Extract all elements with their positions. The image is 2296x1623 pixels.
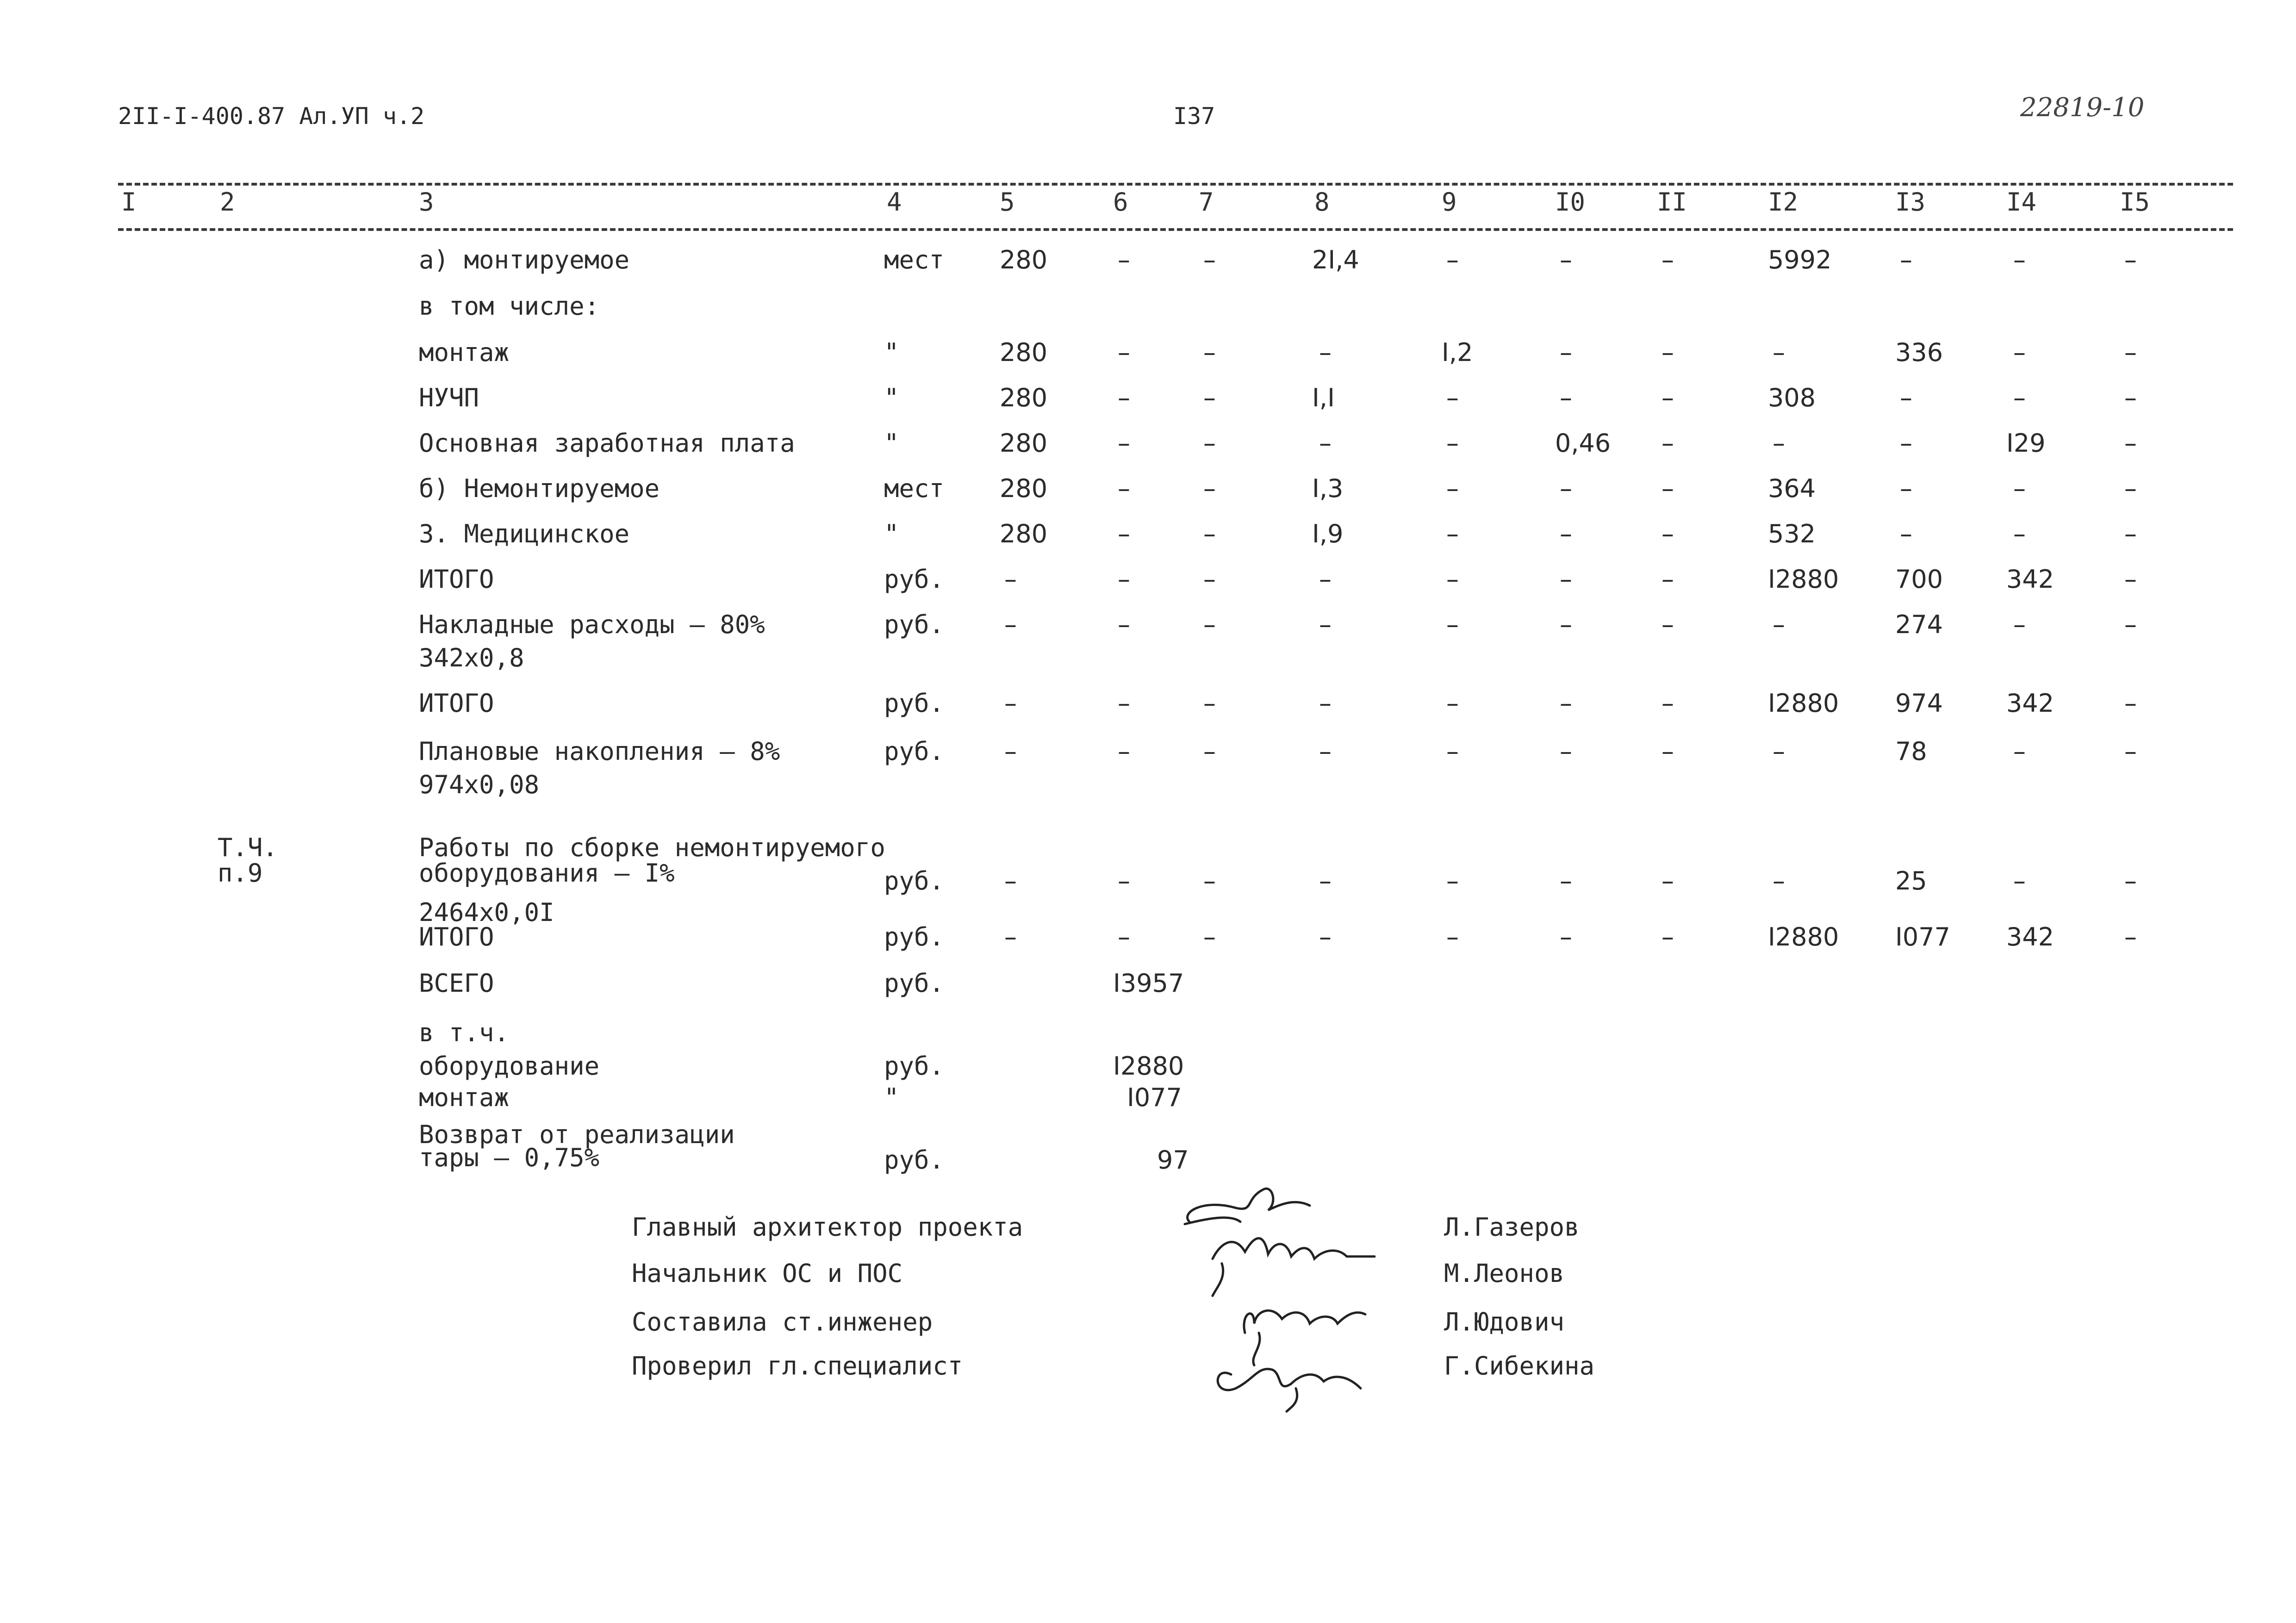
- cell-value: 532: [1768, 519, 1816, 548]
- col-num-10: I0: [1555, 187, 1586, 217]
- summary-unit: ": [884, 1083, 899, 1112]
- empty-dash: –: [2013, 610, 2026, 639]
- empty-dash: –: [1900, 383, 1912, 412]
- signatory-name: Л.Газеров: [1444, 1213, 1580, 1242]
- empty-dash: –: [1203, 922, 1216, 951]
- cell-value: I,2: [1442, 338, 1473, 367]
- signature-sibekina: [1218, 1369, 1361, 1390]
- empty-dash: –: [1661, 474, 1674, 503]
- empty-dash: –: [1004, 922, 1017, 951]
- empty-dash: –: [1661, 737, 1674, 766]
- empty-dash: –: [1203, 429, 1216, 458]
- cell-value: 280: [1000, 383, 1048, 412]
- col-num-7: 7: [1199, 187, 1214, 217]
- cell-value: ": [884, 383, 899, 412]
- empty-dash: –: [1319, 338, 1332, 367]
- empty-dash: –: [1560, 610, 1572, 639]
- empty-dash: –: [1446, 245, 1459, 274]
- empty-dash: –: [2124, 610, 2137, 639]
- row-description: 342х0,8: [419, 643, 524, 672]
- cell-value: 280: [1000, 245, 1048, 274]
- empty-dash: –: [1900, 519, 1912, 548]
- cell-value: 2I,4: [1312, 245, 1359, 274]
- summary-unit: руб.: [884, 1145, 945, 1175]
- row-description: Плановые накопления – 8%: [419, 737, 780, 766]
- summary-label: Возврат от реализации: [419, 1120, 735, 1149]
- cell-value: 342: [2006, 565, 2054, 594]
- empty-dash: –: [1661, 922, 1674, 951]
- summary-value: I077: [1127, 1083, 1182, 1112]
- empty-dash: –: [1203, 245, 1216, 274]
- empty-dash: –: [1319, 737, 1332, 766]
- cell-value: мест: [884, 245, 945, 274]
- empty-dash: –: [2124, 474, 2137, 503]
- empty-dash: –: [1118, 474, 1130, 503]
- cell-value: I2880: [1768, 565, 1839, 594]
- cell-value: I,9: [1312, 519, 1344, 548]
- row-description: б) Немонтируемое: [419, 474, 660, 503]
- empty-dash: –: [1203, 383, 1216, 412]
- empty-dash: –: [1661, 383, 1674, 412]
- empty-dash: –: [1203, 474, 1216, 503]
- col-num-9: 9: [1442, 187, 1457, 217]
- page-number: I37: [1173, 103, 1215, 130]
- col-num-13: I3: [1895, 187, 1926, 217]
- header-rule-top: [118, 183, 2233, 186]
- empty-dash: –: [2124, 737, 2137, 766]
- empty-dash: –: [1560, 689, 1572, 718]
- col-num-14: I4: [2006, 187, 2037, 217]
- empty-dash: –: [1446, 519, 1459, 548]
- header-rule-bottom: [118, 228, 2233, 231]
- empty-dash: –: [1118, 922, 1130, 951]
- empty-dash: –: [1118, 245, 1130, 274]
- cell-value: ": [884, 519, 899, 548]
- col-num-2: 2: [220, 187, 235, 217]
- empty-dash: –: [1203, 338, 1216, 367]
- empty-dash: –: [1004, 610, 1017, 639]
- empty-dash: –: [2013, 737, 2026, 766]
- cell-value: 364: [1768, 474, 1816, 503]
- empty-dash: –: [2124, 922, 2137, 951]
- cell-value: руб.: [884, 689, 945, 718]
- empty-dash: –: [1446, 866, 1459, 895]
- empty-dash: –: [1446, 737, 1459, 766]
- cell-value: руб.: [884, 866, 945, 895]
- empty-dash: –: [1118, 737, 1130, 766]
- cell-value: ": [884, 338, 899, 367]
- empty-dash: –: [2124, 689, 2137, 718]
- cell-value: 25: [1895, 866, 1927, 895]
- empty-dash: –: [1203, 610, 1216, 639]
- empty-dash: –: [2013, 866, 2026, 895]
- archive-number: 22819-10: [2020, 93, 2145, 123]
- empty-dash: –: [1661, 610, 1674, 639]
- cell-value: 280: [1000, 474, 1048, 503]
- row-description: ИТОГО: [419, 565, 494, 594]
- empty-dash: –: [1446, 383, 1459, 412]
- cell-value: I,3: [1312, 474, 1344, 503]
- empty-dash: –: [1560, 866, 1572, 895]
- empty-dash: –: [1004, 565, 1017, 594]
- col-num-1: I: [121, 187, 137, 217]
- cell-value: I29: [2006, 429, 2046, 458]
- row-description: НУЧП: [419, 383, 479, 412]
- empty-dash: –: [1661, 689, 1674, 718]
- cell-value: руб.: [884, 737, 945, 766]
- empty-dash: –: [1118, 519, 1130, 548]
- summary-label: в т.ч.: [419, 1018, 510, 1047]
- empty-dash: –: [1004, 866, 1017, 895]
- signatory-role: Составила ст.инженер: [632, 1307, 933, 1337]
- empty-dash: –: [1319, 429, 1332, 458]
- empty-dash: –: [1319, 610, 1332, 639]
- empty-dash: –: [1773, 737, 1785, 766]
- col-num-8: 8: [1314, 187, 1330, 217]
- cell-value: ": [884, 429, 899, 458]
- signatory-name: Л.Юдович: [1444, 1307, 1565, 1337]
- col-num-11: II: [1657, 187, 1687, 217]
- empty-dash: –: [1319, 689, 1332, 718]
- cell-value: 78: [1895, 737, 1927, 766]
- summary-label: монтаж: [419, 1083, 510, 1112]
- cell-value: 342: [2006, 922, 2054, 951]
- summary-value: I2880: [1113, 1051, 1184, 1081]
- empty-dash: –: [1560, 245, 1572, 274]
- signatory-role: Начальник ОС и ПОС: [632, 1259, 903, 1288]
- row-ref: п.9: [218, 858, 263, 888]
- signature-yudovich: [1244, 1311, 1365, 1333]
- empty-dash: –: [1319, 922, 1332, 951]
- empty-dash: –: [1560, 922, 1572, 951]
- cell-value: 280: [1000, 429, 1048, 458]
- row-description: Работы по сборке немонтируемого: [419, 833, 885, 862]
- empty-dash: –: [1118, 689, 1130, 718]
- empty-dash: –: [1661, 519, 1674, 548]
- col-num-12: I2: [1768, 187, 1798, 217]
- col-num-6: 6: [1113, 187, 1128, 217]
- empty-dash: –: [1203, 565, 1216, 594]
- cell-value: I2880: [1768, 922, 1839, 951]
- empty-dash: –: [1446, 922, 1459, 951]
- empty-dash: –: [2013, 474, 2026, 503]
- empty-dash: –: [1203, 689, 1216, 718]
- empty-dash: –: [1900, 245, 1912, 274]
- empty-dash: –: [1446, 565, 1459, 594]
- cell-value: I,I: [1312, 383, 1335, 412]
- empty-dash: –: [1203, 519, 1216, 548]
- empty-dash: –: [2124, 383, 2137, 412]
- cell-value: I2880: [1768, 689, 1839, 718]
- handwritten-signatures: [1176, 1171, 1425, 1416]
- empty-dash: –: [1118, 565, 1130, 594]
- empty-dash: –: [1446, 474, 1459, 503]
- row-description: 2464х0,0I: [419, 898, 554, 927]
- empty-dash: –: [2124, 429, 2137, 458]
- empty-dash: –: [1900, 429, 1912, 458]
- empty-dash: –: [1773, 429, 1785, 458]
- cell-value: 308: [1768, 383, 1816, 412]
- empty-dash: –: [1773, 338, 1785, 367]
- empty-dash: –: [2013, 519, 2026, 548]
- cell-value: 342: [2006, 689, 2054, 718]
- col-num-5: 5: [1000, 187, 1015, 217]
- col-num-15: I5: [2120, 187, 2150, 217]
- cell-value: 0,46: [1555, 429, 1611, 458]
- cell-value: руб.: [884, 610, 945, 639]
- empty-dash: –: [1560, 338, 1572, 367]
- signature-leonov: [1213, 1238, 1375, 1259]
- empty-dash: –: [1118, 866, 1130, 895]
- cell-value: мест: [884, 474, 945, 503]
- cell-value: 5992: [1768, 245, 1832, 274]
- col-num-3: 3: [419, 187, 434, 217]
- row-description: ИТОГО: [419, 689, 494, 718]
- signatory-name: Г.Сибекина: [1444, 1351, 1595, 1380]
- empty-dash: –: [1118, 338, 1130, 367]
- cell-value: I077: [1895, 922, 1950, 951]
- empty-dash: –: [1446, 610, 1459, 639]
- empty-dash: –: [2124, 519, 2137, 548]
- signatory-role: Проверил гл.специалист: [632, 1351, 963, 1380]
- signatory-name: М.Леонов: [1444, 1259, 1565, 1288]
- row-description: 3. Медицинское: [419, 519, 630, 548]
- cell-value: 280: [1000, 519, 1048, 548]
- empty-dash: –: [1560, 383, 1572, 412]
- empty-dash: –: [1661, 429, 1674, 458]
- summary-label: тары – 0,75%: [419, 1143, 600, 1172]
- empty-dash: –: [1004, 689, 1017, 718]
- empty-dash: –: [2124, 565, 2137, 594]
- cell-value: руб.: [884, 565, 945, 594]
- cell-value: 274: [1895, 610, 1943, 639]
- empty-dash: –: [1446, 689, 1459, 718]
- empty-dash: –: [2124, 245, 2137, 274]
- empty-dash: –: [1004, 737, 1017, 766]
- summary-label: ВСЕГО: [419, 969, 494, 998]
- empty-dash: –: [2013, 383, 2026, 412]
- row-description: 974х0,08: [419, 770, 540, 799]
- empty-dash: –: [1319, 866, 1332, 895]
- row-description: Накладные расходы – 80%: [419, 610, 765, 639]
- empty-dash: –: [2124, 866, 2137, 895]
- empty-dash: –: [1773, 610, 1785, 639]
- empty-dash: –: [2013, 338, 2026, 367]
- empty-dash: –: [1661, 245, 1674, 274]
- summary-unit: руб.: [884, 969, 945, 998]
- row-description: а) монтируемое: [419, 245, 630, 274]
- empty-dash: –: [1118, 610, 1130, 639]
- empty-dash: –: [2124, 338, 2137, 367]
- empty-dash: –: [1560, 474, 1572, 503]
- cell-value: 280: [1000, 338, 1048, 367]
- signatory-role: Главный архитектор проекта: [632, 1213, 1023, 1242]
- cell-value: 700: [1895, 565, 1943, 594]
- document-code: 2II-I-400.87 Ал.УП ч.2: [118, 103, 425, 130]
- row-description: ИТОГО: [419, 922, 494, 951]
- empty-dash: –: [1661, 338, 1674, 367]
- row-ref: Т.Ч.: [218, 833, 278, 862]
- row-description: монтаж: [419, 338, 510, 367]
- empty-dash: –: [1560, 565, 1572, 594]
- empty-dash: –: [1661, 866, 1674, 895]
- empty-dash: –: [1900, 474, 1912, 503]
- empty-dash: –: [1118, 383, 1130, 412]
- cell-value: 336: [1895, 338, 1943, 367]
- empty-dash: –: [1773, 866, 1785, 895]
- cell-value: 974: [1895, 689, 1943, 718]
- summary-unit: руб.: [884, 1051, 945, 1081]
- empty-dash: –: [1203, 737, 1216, 766]
- summary-value: 97: [1157, 1145, 1189, 1175]
- empty-dash: –: [1203, 866, 1216, 895]
- col-num-4: 4: [887, 187, 902, 217]
- empty-dash: –: [1319, 565, 1332, 594]
- empty-dash: –: [1560, 737, 1572, 766]
- summary-label: оборудование: [419, 1051, 600, 1081]
- empty-dash: –: [1446, 429, 1459, 458]
- empty-dash: –: [1661, 565, 1674, 594]
- empty-dash: –: [1118, 429, 1130, 458]
- cell-value: руб.: [884, 922, 945, 951]
- signature-gazerov: [1188, 1188, 1310, 1222]
- row-description: Основная заработная плата: [419, 429, 795, 458]
- empty-dash: –: [2013, 245, 2026, 274]
- row-description: оборудования – I%: [419, 858, 675, 888]
- empty-dash: –: [1560, 519, 1572, 548]
- row-description: в том числе:: [419, 292, 600, 321]
- summary-value: I3957: [1113, 969, 1184, 998]
